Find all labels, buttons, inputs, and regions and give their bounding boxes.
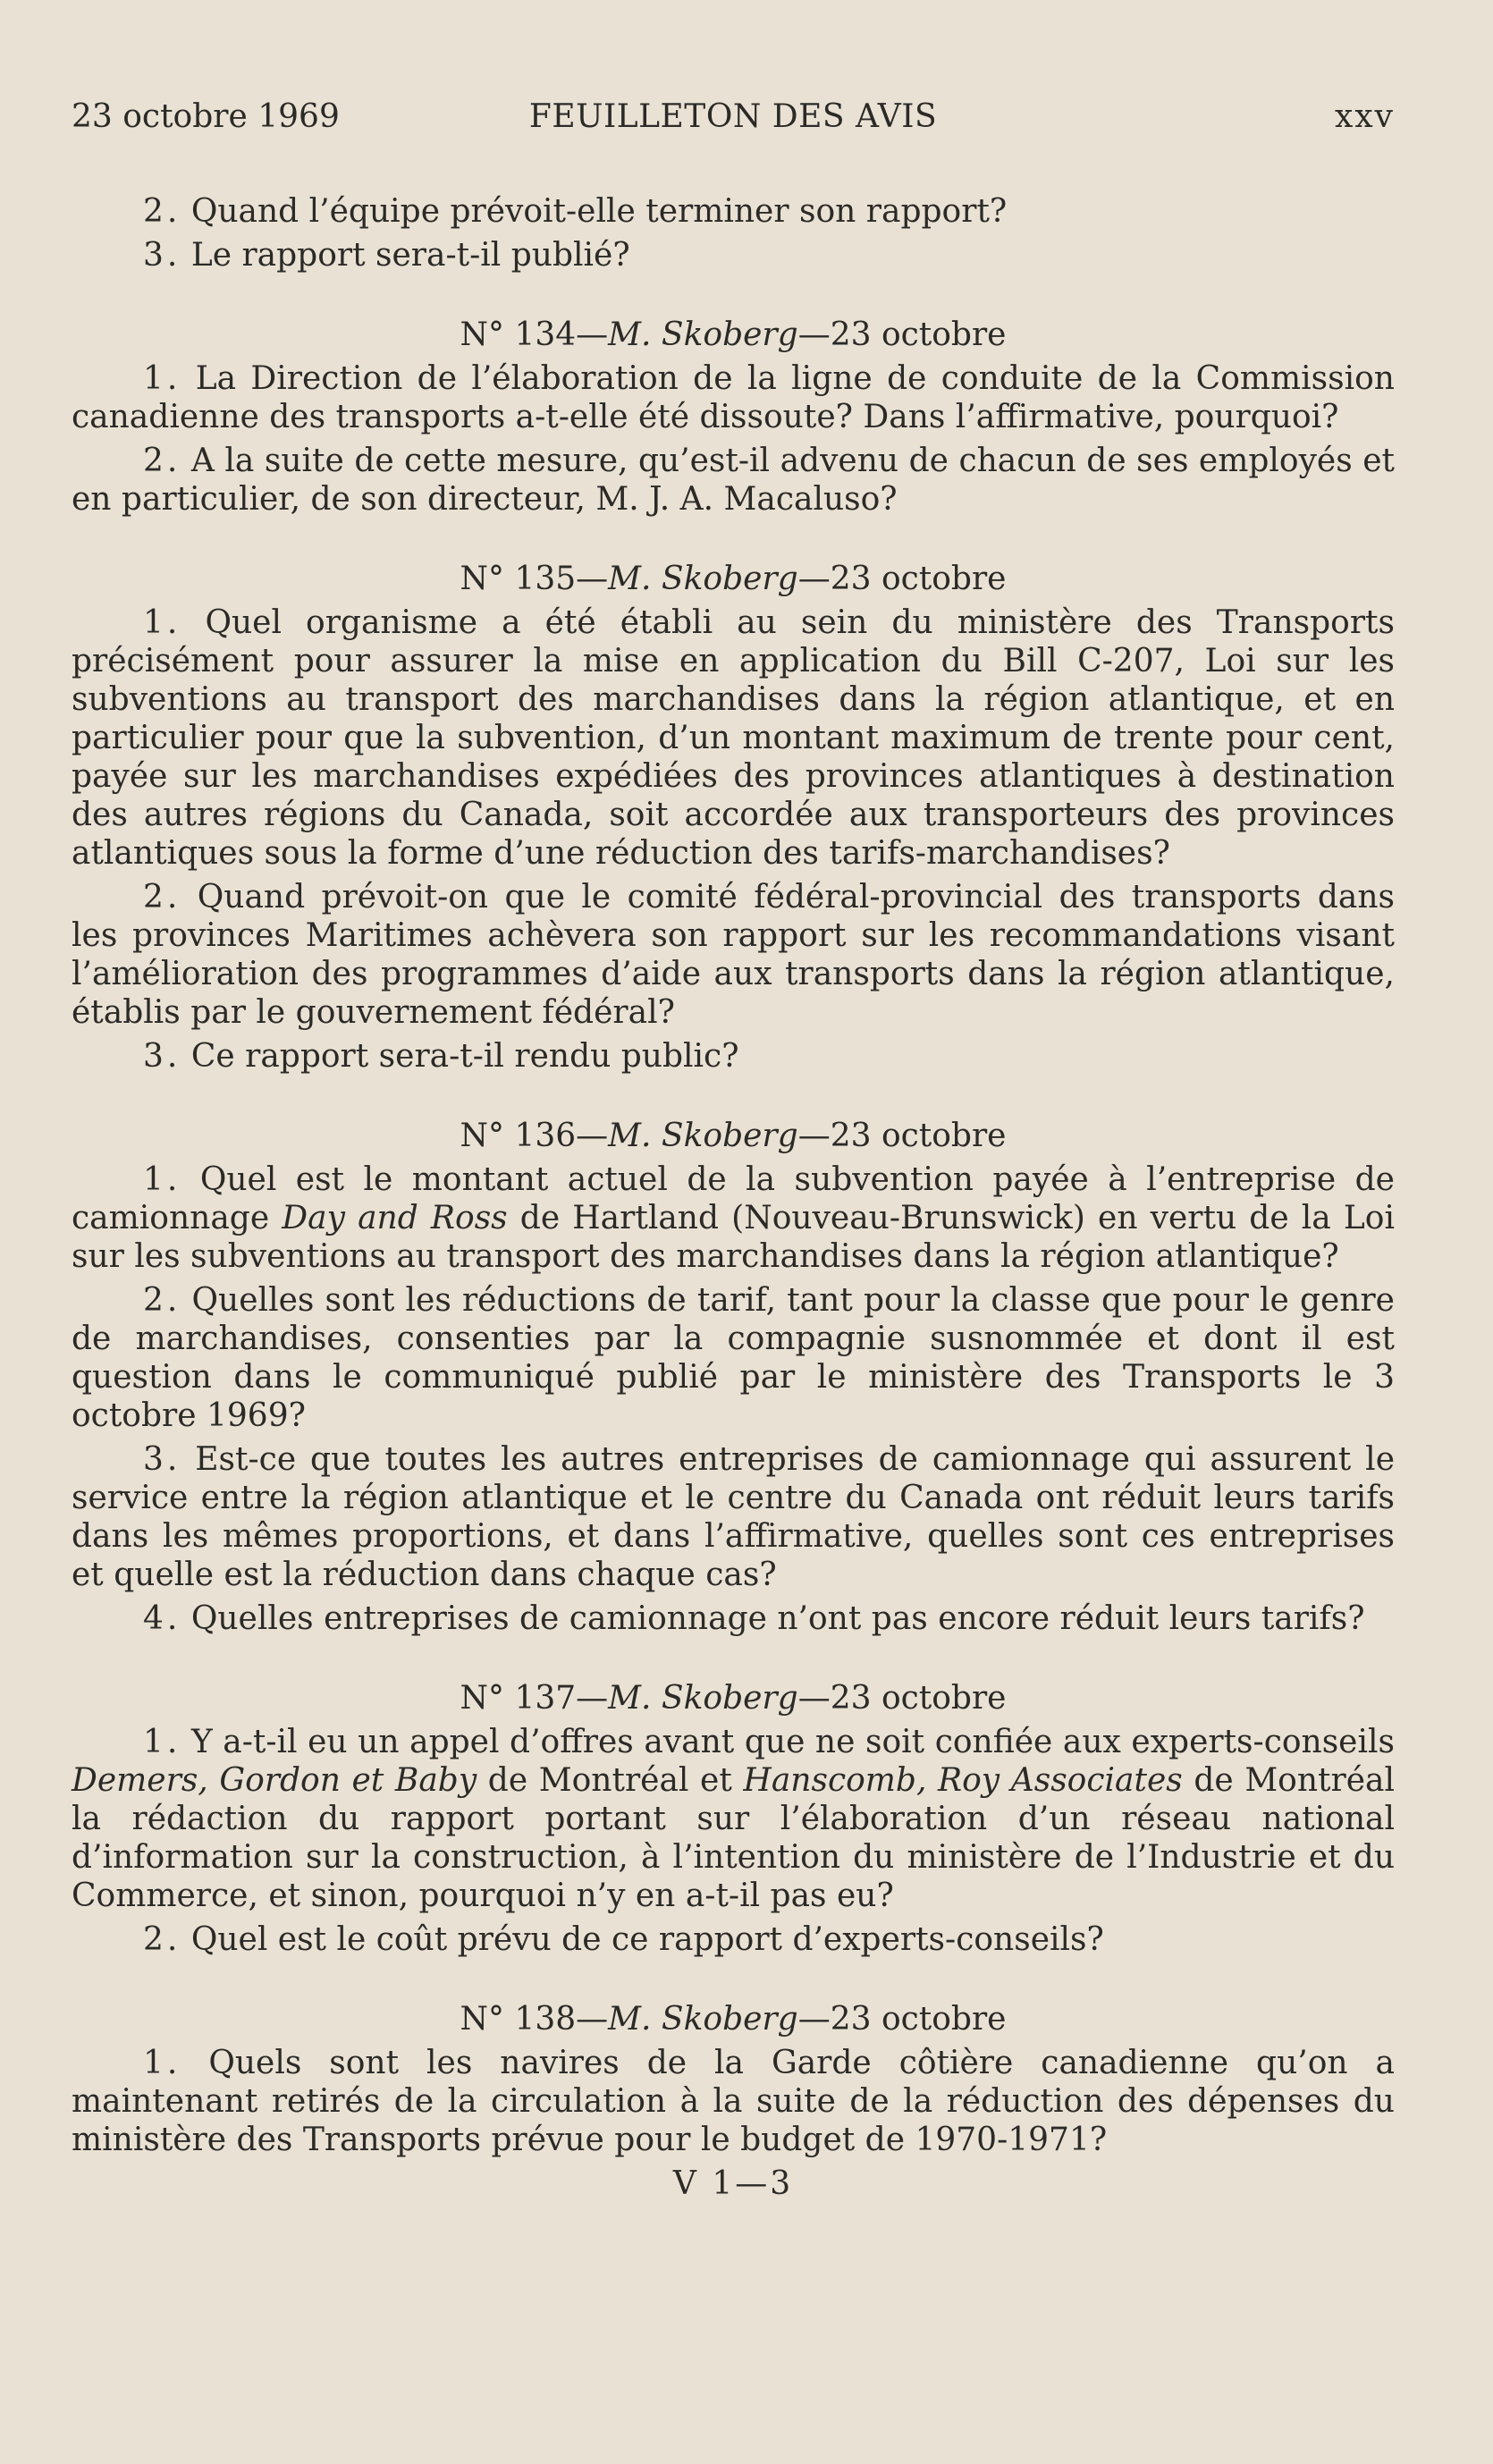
header-page-number: xxv (1335, 98, 1395, 135)
signature-mark: V 1—3 (672, 2165, 794, 2202)
question-heading: N° 137—M. Skoberg—23 octobre (460, 1680, 1007, 1717)
question-item: 4. Quelles entreprises de camionnage n’ont pas encore réduit leurs tarifs? (143, 1600, 1365, 1637)
question-item: 1. La Direction de l’élaboration de la ligne de conduite de la Commission canadienne des transports a-t-elle été dissoute? Dans l’affirmative, pourquoi? (72, 360, 1395, 435)
question-item: 1. Quels sont les navires de la Garde côtière canadienne qu’on a maintenant retirés de la circulation à la suite de la réduction des dépenses du ministère des Transports prévue pour le budget de 1970-1971? (72, 2045, 1395, 2158)
question-item: 2. Quand prévoit-on que le comité fédéral-provincial des transports dans les provinces Maritimes achèvera son rapport sur les recommandations visant l’amélioration des programmes d’aide aux transports dans la région atlantique, établis par le gouvernement fédéral? (72, 879, 1395, 1031)
question-item: 1. Y a-t-il eu un appel d’offres avant que ne soit confiée aux experts-conseils Demers, Gordon et Baby de Montréal et Hanscomb, Roy Associates de Montréal la rédaction du rapport portant sur l’élaboration d’un réseau national d’information sur la construction, à l’intention du ministère de l’Industrie et du Commerce, et sinon, pourquoi n’y en a-t-il pas eu? (72, 1724, 1395, 1914)
question-heading: N° 134—M. Skoberg—23 octobre (460, 316, 1007, 353)
question-heading: N° 135—M. Skoberg—23 octobre (460, 561, 1007, 597)
question-item: 3. Est-ce que toutes les autres entreprises de camionnage qui assurent le service entre la région atlantique et le centre du Canada ont réduit leurs tarifs dans les mêmes proportions, et dans l’affirmative, quelles sont ces entreprises et quelle est la réduction dans chaque cas? (72, 1441, 1396, 1593)
header-date: 23 octobre 1969 (72, 98, 340, 135)
continuation-item: 3. Le rapport sera-t-il publié? (143, 237, 630, 274)
question-item: 2. Quelles sont les réductions de tarif, tant pour la classe que pour le genre de marchandises, consenties par la compagnie susnommée et dont il est question dans le communiqué publié par le ministère des Transports le 3 octobre 1969? (72, 1282, 1395, 1434)
question-heading: N° 136—M. Skoberg—23 octobre (460, 1118, 1007, 1154)
page-header (72, 98, 1395, 143)
question-item: 1. Quel organisme a été établi au sein du ministère des Transports précisément pour assurer la mise en application du Bill C-207, Loi sur les subventions au transport des marchandises dans la région atlantique, et en particulier pour que la subvention, d’un montant maximum de trente pour cent, payée sur les marchandises expédiées des provinces atlantiques à destination des autres régions du Canada, soit accordée aux transporteurs des provinces atlantiques sous la forme d’une réduction des tarifs-marchandises? (72, 604, 1395, 872)
question-item: 2. A la suite de cette mesure, qu’est-il advenu de chacun de ses employés et en particulier, de son directeur, M. J. A. Macaluso? (72, 443, 1395, 518)
question-item: 3. Ce rapport sera-t-il rendu public? (143, 1038, 739, 1075)
document-body (72, 192, 1395, 2203)
continuation-item: 2. Quand l’équipe prévoit-elle terminer son rapport? (143, 193, 1008, 230)
question-item: 2. Quel est le coût prévu de ce rapport d’experts-conseils? (143, 1921, 1104, 1958)
question-item: 1. Quel est le montant actuel de la subvention payée à l’entreprise de camionnage Day and Ross de Hartland (Nouveau-Brunswick) en vertu de la Loi sur les subventions au transport des marchandises dans la région atlantique? (72, 1161, 1395, 1275)
header-title: FEUILLETON DES AVIS (528, 98, 938, 135)
question-heading: N° 138—M. Skoberg—23 octobre (460, 2001, 1007, 2038)
